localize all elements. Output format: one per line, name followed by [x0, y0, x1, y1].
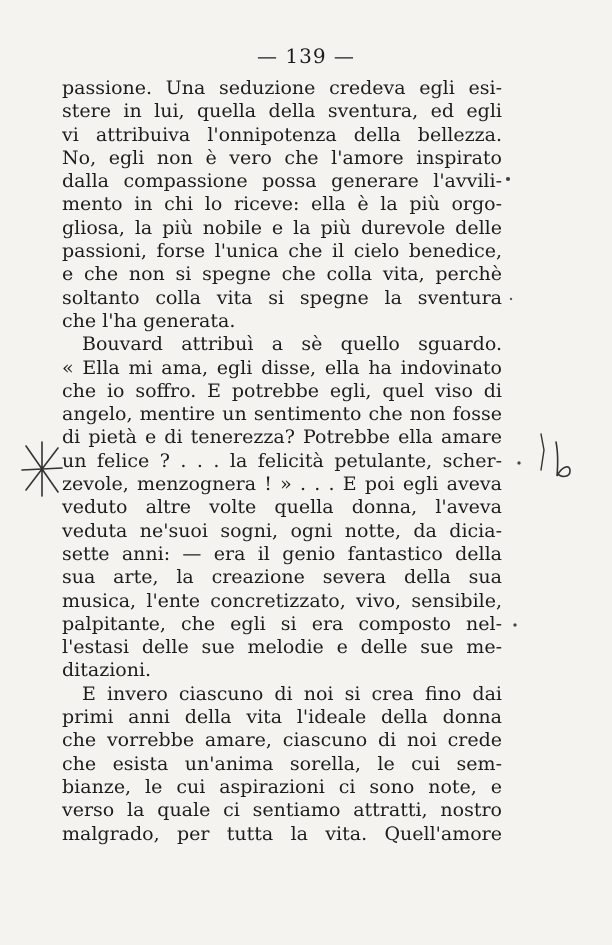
text-line: l'estasi delle sue melodie e delle sue me- [62, 636, 502, 659]
text-line: veduto altre volte quella donna, l'aveva [62, 496, 502, 519]
text-line: malgrado, per tutta la vita. Quell'amore [62, 822, 502, 845]
text-line: un felice ? . . . la felicità petulante, scher- [62, 449, 502, 472]
text-line: passioni, forse l'unica che il cielo benedice, [62, 240, 502, 263]
page-number: — 139 — [257, 44, 355, 68]
text-line: veduta ne'suoi sogni, ogni notte, da dicia- [62, 519, 502, 542]
handwritten-asterisk-icon [20, 440, 64, 498]
text-line: gliosa, la più nobile e la più durevole delle [62, 216, 502, 239]
text-line: « Ella mi ama, egli disse, ella ha indovinato [62, 356, 502, 379]
text-line: passione. Una seduzione credeva egli esi- [62, 77, 502, 99]
text-line: verso la quale ci sentiamo attratti, nostro [62, 799, 502, 822]
text-line: mento in chi lo riceve: ella è la più orgo- [62, 193, 502, 216]
text-line: sua arte, la creazione severa della sua [62, 566, 502, 589]
text-line: di pietà e di tenerezza? Potrebbe ella amare [62, 426, 502, 449]
text-line: e che non si spegne che colla vita, perchè [62, 263, 502, 286]
text-line: vi attribuiva l'onnipotenza della bellezza. [62, 123, 502, 146]
speck-dot-icon [505, 176, 511, 182]
text-line: soltanto colla vita si spegne la sventura [62, 286, 502, 309]
text-line: stere in lui, quella della sventura, ed egli [62, 100, 502, 123]
text-line: che io soffro. E potrebbe egli, quel viso di [62, 379, 502, 402]
text-line: E invero ciascuno di noi si crea fino dai [82, 682, 502, 705]
speck-dot-icon [516, 460, 522, 466]
speck-dot-icon [508, 296, 514, 302]
text-line: ditazioni. [62, 659, 152, 682]
speck-dot-icon [512, 622, 518, 628]
body-text [62, 77, 502, 846]
text-line: che esista un'anima sorella, le cui sem- [62, 752, 502, 775]
text-line: palpitante, che egli si era composto nel- [62, 612, 502, 635]
text-line: che vorrebbe amare, ciascuno di noi crede [62, 729, 502, 752]
text-line: zevole, menzognera ! » . . . E poi egli aveva [62, 473, 502, 496]
text-line: bianze, le cui aspirazioni ci sono note, e [62, 775, 502, 798]
text-line: Bouvard attribuì a sè quello sguardo. [82, 333, 502, 356]
text-line: sette anni: — era il genio fantastico della [62, 542, 502, 565]
handwritten-bracket-icon [538, 432, 550, 472]
text-line: No, egli non è vero che l'amore inspirato [62, 146, 502, 169]
text-line: primi anni della vita l'ideale della donna [62, 706, 502, 729]
text-line: angelo, mentire un sentimento che non fosse [62, 403, 502, 426]
text-line: che l'ha generata. [62, 309, 236, 332]
text-line: musica, l'ente concretizzato, vivo, sensibile, [62, 589, 502, 612]
text-line: dalla compassione possa generare l'avvili- [62, 170, 502, 193]
handwritten-letter-b-icon [550, 440, 576, 480]
